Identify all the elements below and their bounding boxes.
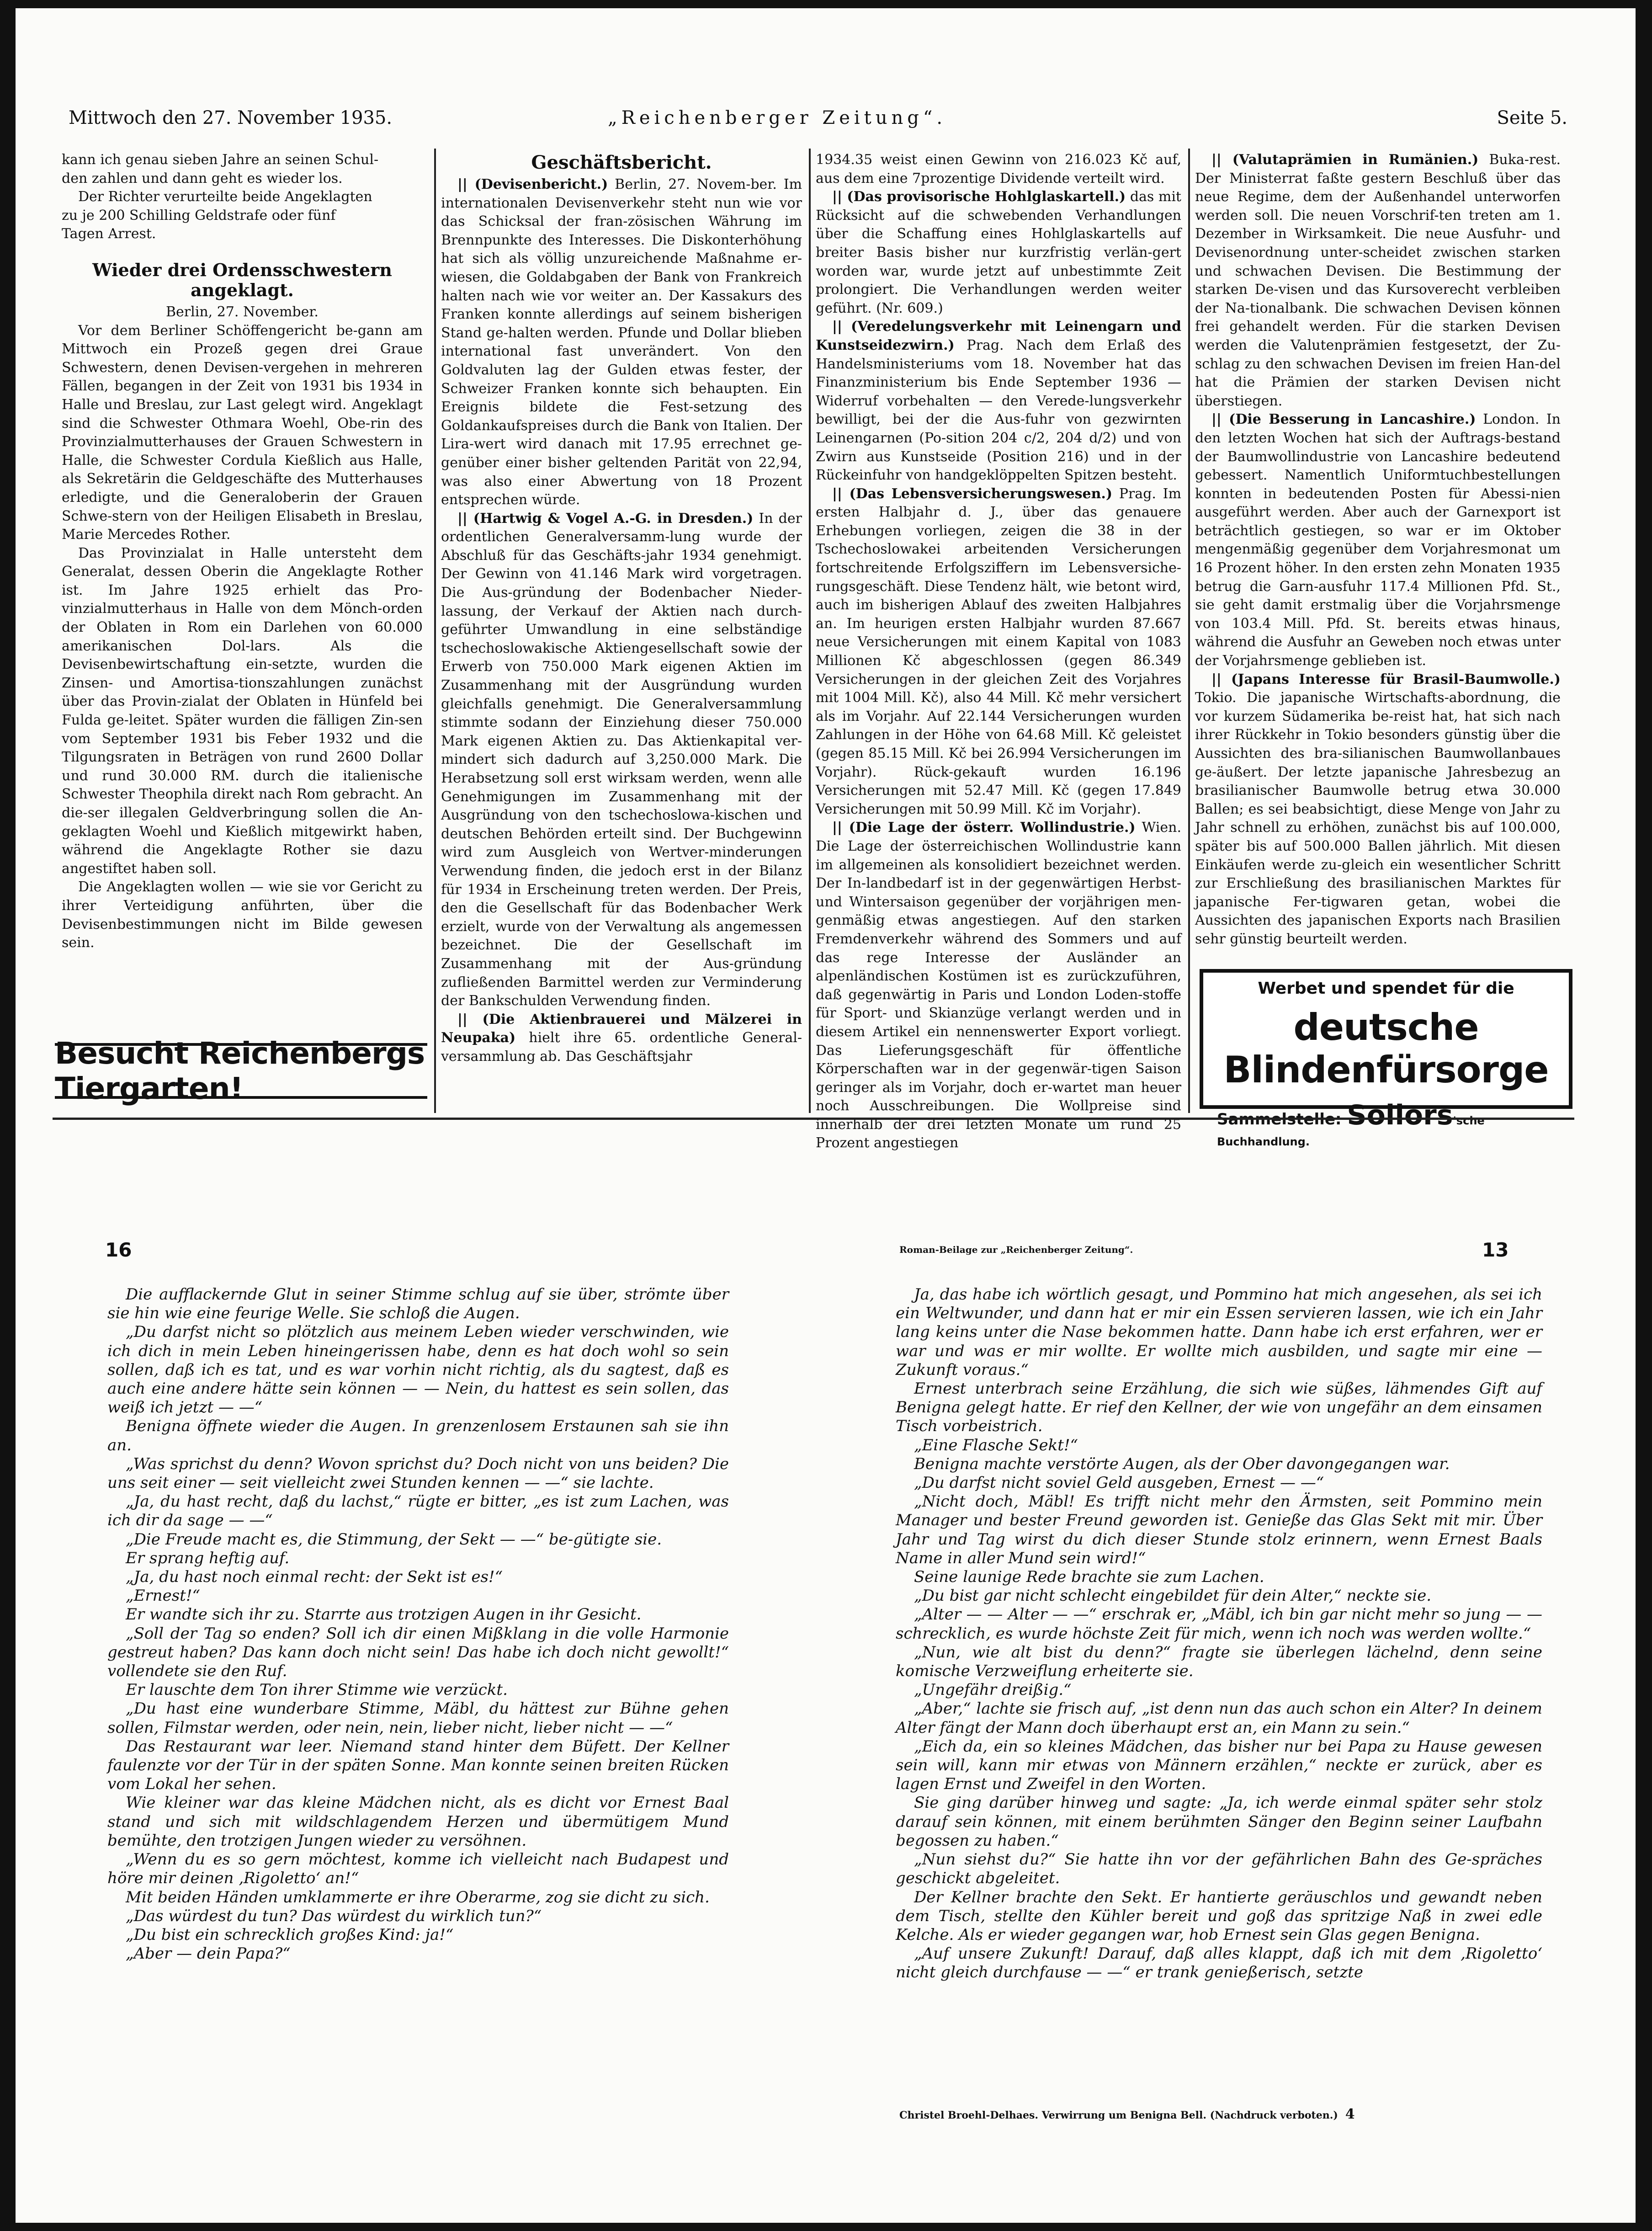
novel-right-page-number: 13 [1482, 1239, 1509, 1261]
article-dateline: Berlin, 27. November. [166, 304, 319, 320]
intro-line: Der Richter verurteilte beide Angeklagten [78, 189, 372, 205]
header-paper-name: „Reichenberger Zeitung“. [608, 107, 947, 128]
novel-paragraph: „Alter — — Alter — —“ erschrak er, „Mäbl, ich bin gar nicht mehr so jung — — schrecklich, es wurde höchste Zeit für mich, wenn ich noch was werden wollte.“ [896, 1605, 1542, 1643]
news-item-head: || (Die Lage der österr. Wollindustrie.) [832, 820, 1136, 836]
news-item [1195, 151, 1561, 410]
news-item-head: || (Veredelungsverkehr mit Leinengarn und Kunstseidezwirn.) [816, 319, 1181, 353]
novel-paragraph: „Das würdest du tun? Das würdest du wirklich tun?“ [126, 1906, 542, 1925]
news-item-head: || (Die Aktienbrauerei und Mälzerei in Neupaka) [441, 1011, 802, 1046]
novel-paragraph: Die aufflackernde Glut in seiner Stimme schlug auf sie über, strömte über sie hin wie eine feurige Welle. Sie schloß die Augen. [107, 1285, 729, 1323]
novel-paragraph: „Ungefähr dreißig.“ [914, 1681, 1072, 1699]
novel-paragraph: „Eine Flasche Sekt!“ [914, 1436, 1078, 1454]
article-paragraph: Die Angeklagten wollen — wie sie vor Gericht zu ihrer Verteidigung anführten, über die Devisenbestimmungen nicht im Bilde gewesen sein. [62, 879, 423, 951]
intro-line: kann ich genau sieben Jahre an seinen Schul- [62, 152, 379, 168]
ad-bookshop-suffix: 'sche Buchhandlung. [1217, 1114, 1485, 1148]
page-bottom-rule [53, 1118, 1574, 1120]
novel-paragraph: „Aber,“ lachte sie frisch auf, „ist denn nun das auch schon ein Alter? In deinem Alter fängt der Mann doch überhaupt erst an, ein Mann zu sein.“ [896, 1699, 1542, 1737]
news-item [441, 1011, 802, 1066]
novel-paragraph: „Du bist gar nicht schlecht eingebildet für dein Alter,“ neckte sie. [914, 1587, 1432, 1605]
novel-paragraph: Er lauschte dem Ton ihrer Stimme wie verzückt. [126, 1681, 508, 1699]
column-3 [816, 151, 1181, 1153]
news-item [816, 485, 1181, 819]
novel-paragraph: „Die Freude macht es, die Stimmung, der Sekt — —“ be-gütigte sie. [126, 1530, 662, 1549]
novel-paragraph: „Nun siehst du?“ Sie hatte ihn vor der gefährlichen Bahn des Ge-spräches geschickt abgeleitet. [896, 1850, 1542, 1888]
blind-welfare-ad [1200, 969, 1572, 1148]
news-item-head: || (Das Lebensversicherungswesen.) [832, 485, 1113, 502]
news-item-head: || (Japans Interesse für Brasil-Baumwolle.) [1211, 671, 1561, 687]
news-item-text: 1934.35 weist einen Gewinn von 216.023 Kč auf, aus dem eine 7prozentige Dividende verteilt wird. [816, 152, 1181, 186]
novel-credit-text: Christel Broehl-Delhaes. Verwirrung um Benigna Bell. (Nachdruck verboten.) [899, 2109, 1338, 2121]
header-date: Mittwoch den 27. November 1935. [69, 107, 393, 128]
ad-line-2: deutsche Blindenfürsorge [1223, 1006, 1549, 1091]
novel-paragraph: Benigna öffnete wieder die Augen. In grenzenlosem Erstaunen sah sie ihn an. [107, 1417, 729, 1454]
novel-paragraph: „Du darfst nicht soviel Geld ausgeben, Ernest — —“ [914, 1474, 1324, 1492]
news-item-head: || (Valutaprämien in Rumänien.) [1211, 152, 1479, 168]
article-paragraph: Vor dem Berliner Schöffengericht be-gann am Mittwoch ein Prozeß gegen drei Graue Schwestern, denen Devisen-vergehen in mehreren Fällen, begangen in der Zeit von 1931 bis 1934 in Halle und Breslau, zur Last gelegt wird. Angeklagt sind die Schwester Othmara Woehl, Obe-rin des Provinzialmutterhauses der Grauen Schwestern in Halle, die Schwester Cordula Kießlich aus Halle, als Sekretärin die Geldgeschäfte des Mutterhauses erledigte, und die Generaloberin der Grauen Schwe-stern von der Heiligen Elisabeth in Breslau, Marie Mercedes Rother. [62, 322, 423, 543]
novel-paragraph: Benigna machte verstörte Augen, als der Ober davongegangen war. [914, 1454, 1450, 1473]
novel-paragraph: Der Kellner brachte den Sekt. Er hantierte geräuschlos und gewandt neben dem Tisch, stellte den Kühler bereit und goß das spritzige Naß in zwei edle Kelche. Als er wieder gegangen war, hob Ernest sein Glas gegen Benigna. [896, 1888, 1542, 1944]
news-item [816, 188, 1181, 318]
news-item [1195, 410, 1561, 670]
ad-line-1: Werbet und spendet für die [1258, 979, 1514, 998]
header-page-number: Seite 5. [1497, 107, 1567, 128]
novel-left-column [107, 1285, 729, 1963]
novel-paragraph: „Aber — dein Papa?“ [126, 1944, 291, 1963]
novel-paragraph: „Ja, du hast noch einmal recht: der Sekt ist es!“ [126, 1568, 503, 1587]
news-item-text: In der ordentlichen Generalversamm-lung wurde der Abschluß für das Geschäfts-jahr 1934 genehmigt. Der Gewinn von 41.146 Mark wird vorgetragen. Die Aus-gründung der Bodenbacher Nieder-lassung, der Verkauf der Aktien nach durch-geführter Umwandlung in eine selbständige tschechoslowakische Aktiengesellschaft sowie der Erwerb von 750.000 Mark eigenen Aktien im Zusammenhang mit der Ausgründung wurden gleichfalls genehmigt. Die Generalversammlung stimmte sodann der Einziehung dieser 750.000 Mark eigenen Aktien zu. Das Aktienkapital ver-mindert sich dadurch auf 3,250.000 Mark. Die Herabsetzung soll erst wirksam werden, wenn alle Genehmigungen im Zusammenhang mit der Ausgründung von den tschechoslowa-kischen und deutschen Behörden erteilt sind. Der Buchgewinn wird zum Ausgleich von Wertver-minderungen Verwendung finden, die jedoch erst in der Bilanz für 1934 in Erscheinung treten werden. Der Preis, den die Gesellschaft für das Bodenbacher Werk erzielt, wurde von der Verwaltung als angemessen bezeichnet. Die der Gesellschaft im Zusammenhang mit der Aus-gründung zufließenden Barmittel werden zur Verminderung der Bankschulden Verwendung finden. [441, 510, 802, 1009]
novel-paragraph: „Du darfst nicht so plötzlich aus meinem Leben wieder verschwinden, wie ich dich in mein Leben hineingerissen habe, denn es hat doch wohl so sein sollen, daß ich es tat, und es war vorhin nicht richtig, als du sagtest, daß es auch eine andere hätte sein können — — Nein, du hattest es sein sollen, das weiß ich jetzt — —“ [107, 1323, 729, 1417]
column-1 [62, 151, 423, 953]
article-headline: Wieder drei Ordensschwestern angeklagt. [92, 259, 392, 300]
news-item-head: || (Hartwig & Vogel A.-G. in Dresden.) [457, 510, 754, 527]
novel-left-page-number: 16 [105, 1239, 132, 1261]
news-item-text: Prag. Nach dem Erlaß des Handelsministeriums vom 18. November hat das Finanzministerium bis Ende September 1936 — Widerruf vorbehalten — den Verede-lungsverkehr bewilligt, bei der die Aus-fuhr von gezwirnten Leinengarnen (Po-sition 204 c/2, 204 d/2) und von Zwirn aus Kunstseide (Position 216) und in der Rückeinfuhr von handgeklöppelten Spitzen besteht. [816, 337, 1181, 484]
news-item-head: || (Das provisorische Hohlglaskartell.) [832, 189, 1126, 205]
news-item-text: London. In den letzten Wochen hat sich der Auftrags-bestand der Baumwollindustrie von Lancashire bedeutend gebessert. Namentlich Uniformtuchbestellungen konnten in bedeutenden Posten für Abessi-nien ausgeführt werden. Aber auch der Garnexport ist beträchtlich gestiegen, so war er im Oktober mengenmäßig gegenüber dem Vorjahresmonat um 16 Prozent höher. In den ersten zehn Monaten 1935 betrug die Garn-ausfuhr 117.4 Millionen Pfd. St., sie geht damit erstmalig über die Vorjahrsmenge von 103.4 Mill. Pfd. St. bereits etwas hinaus, während die Ausfuhr an Geweben noch etwas unter der Vorjahrsmenge geblieben ist. [1195, 411, 1561, 669]
column-divider [1188, 149, 1190, 1113]
novel-paragraph: „Auf unsere Zukunft! Darauf, daß alles klappt, daß ich mit dem ‚Rigoletto‘ nicht gleich durchfause — —“ er trank genießerisch, setzte [896, 1944, 1542, 1982]
news-item-text: Berlin, 27. Novem-ber. Im internationalen Devisenverkehr steht nun wie vor das Schicksal der fran-zösischen Währung im Brennpunkte des Interesses. Die Diskonterhöhung hat sich als völlig unzureichende Maßnahme er-wiesen, die Goldabgaben der Bank von Frankreich halten nach wie vor weiter an. Der Kassakurs des Franken konnte allerdings auf seinem bisherigen Stand ge-halten werden. Pfunde und Dollar blieben international fast unverändert. Von den Goldvaluten lag der Gulden etwas fester, der Schweizer Franken konnte sich behaupten. Ein Ereignis bildete die Fest-setzung des Goldankaufspreises durch die Bank von Italien. Der Lira-wert wird danach mit 17.95 errechnet ge-genüber einer bisher geltenden Parität von 22,94, was also einer Abwertung von 18 Prozent entsprechen würde. [441, 176, 802, 508]
ad-collection-label: Sammelstelle: [1217, 1110, 1342, 1129]
news-item [1195, 671, 1561, 949]
novel-paragraph: Mit beiden Händen umklammerte er ihre Oberarme, zog sie dicht zu sich. [126, 1888, 710, 1906]
novel-right-column [896, 1285, 1542, 1982]
novel-paragraph: Seine launige Rede brachte sie zum Lachen. [914, 1568, 1264, 1587]
novel-paragraph: Er wandte sich ihr zu. Starrte aus trotzigen Augen in ihr Gesicht. [126, 1605, 642, 1624]
page-header [69, 107, 1567, 135]
novel-paragraph: Das Restaurant war leer. Niemand stand hinter dem Büfett. Der Kellner faulenzte vor der Tür in der späten Sonne. Man konnte seinen breiten Rücken vom Lokal her sehen. [107, 1737, 729, 1794]
novel-paragraph: „Ja, du hast recht, daß du lachst,“ rügte er bitter, „es ist zum Lachen, was ich dir da sage — —“ [107, 1492, 729, 1530]
column-2 [441, 151, 802, 1066]
section-headline: Geschäftsbericht. [531, 152, 712, 173]
novel-paragraph: „Wenn du es so gern möchtest, komme ich vielleicht nach Budapest und höre mir deinen ‚Rigoletto‘ an!“ [107, 1850, 729, 1888]
news-item [441, 510, 802, 1011]
news-item [441, 176, 802, 510]
ad-bookshop-name: Sollors [1347, 1099, 1453, 1131]
novel-paragraph: „Ernest!“ [126, 1587, 200, 1605]
novel-credit-line [899, 2106, 1355, 2122]
novel-paragraph: Ja, das habe ich wörtlich gesagt, und Pommino hat mich angesehen, als sei ich ein Weltwunder, und dann hat er mir ein Essen servieren lassen, wie ich ein Jahr lang keins unter die Nase bekommen hatte. Dann habe ich erst erfahren, wer er war und was er mir wollte. Er wollte mich ausbilden, und sagte mir eine — Zukunft voraus.“ [896, 1285, 1542, 1379]
zoo-banner: Besucht Reichenbergs Tiergarten! [55, 1043, 427, 1099]
news-item-text: Wien. Die Lage der österreichischen Wollindustrie kann im allgemeinen als konsolidiert bezeichnet werden. Der In-landbedarf ist in der gegenwärtigen Herbst- und Wintersaison gegenüber der vorjährigen men-genmäßig etwas angestiegen. Auf den starken Fremdenverkehr während des Sommers und auf das rege Interesse der Ausländer an alpenländischen Kostümen ist es zurückzuführen, daß gegenwärtig in Paris und London Loden-stoffe für Sport- und Skianzüge verlangt werden und in diesem Artikel ein nennenswerter Export vorliegt. Das Lieferungsgeschäft für öffentliche Körperschaften war in der gegenwär-tigen Saison geringer als im Vorjahr, doch er-wartet man heuer noch Ausschreibungen. Die Wollpreise sind innerhalb der drei letzten Monate um rund 25 Prozent angestiegen [816, 820, 1181, 1151]
novel-paragraph: Sie ging darüber hinweg und sagte: „Ja, ich werde einmal später sehr stolz darauf sein können, mit einem berühmten Sänger den Beginn seiner Laufbahn begossen zu haben.“ [896, 1794, 1542, 1850]
novel-paragraph: „Nicht doch, Mäbl! Es trifft nicht mehr den Ärmsten, seit Pommino mein Manager und bester Freund geworden ist. Genieße das Glas Sekt mit mir. Über Jahr und Tag wirst du dich dieser Stunde stolz erinnern, wenn Ernest Baals Name in aller Mund sein wird!“ [896, 1492, 1542, 1567]
article-paragraph: Das Provinzialat in Halle untersteht dem Generalat, dessen Oberin die Angeklagte Rother ist. Im Jahre 1925 erhielt das Pro-vinzialmutterhaus in Halle von dem Mönch-orden der Oblaten in Rom ein Darlehen von 60.000 amerikanischen Dol-lars. Als die Devisenbewirtschaftung ein-setzte, wurden die Zinsen- und Amortisa-tionszahlungen zunächst über das Provin-zialat der Oblaten in Hünfeld bei Fulda ge-leitet. Später wurden die fälligen Zin-sen vom September 1931 bis Feber 1932 und die Tilgungsraten in Beträgen von rund 2600 Dollar und rund 30.000 RM. durch die italienische Schwester Theophila direkt nach Rom gebracht. An die-ser illegalen Geldverbringung sollen die An-geklagten Woehl und Kießlich mitgewirkt haben, während die Angeklagte Rother sie dazu angestiftet haben soll. [62, 545, 423, 877]
news-item [816, 819, 1181, 1153]
column-4 [1195, 151, 1561, 949]
news-item-text: Buka-rest. Der Ministerrat faßte gestern Beschluß über das neue Regime, dem der Außenhandel unterworfen werden soll. Die neuen Vorschrif-ten treten am 1. Dezember in Wirksamkeit. Die neue Ausfuhr- und Devisenordnung unter-scheidet zwischen starken und schwachen Devisen. Die Bestimmung der starken De-visen und das Kursoverecht verbleiben der Na-tionalbank. Die schwachen Devisen können frei gehandelt werden. Für die starken Devisen werden die Valutenprämien festgesetzt, der Zu-schlag zu den schwachen Devisen im freien Han-del hat die Prämien der starken Devisen nicht überstiegen. [1195, 152, 1561, 409]
column-divider [434, 149, 436, 1113]
novel-paragraph: Wie kleiner war das kleine Mädchen nicht, als es dicht vor Ernest Baal stand und sich mit wildschlagendem Herzen und übermütigem Mund bemühte, den trotzigen Jungen wieder zu versöhnen. [107, 1794, 729, 1850]
news-item [816, 318, 1181, 485]
novel-paragraph: „Du bist ein schrecklich großes Kind: ja!“ [126, 1925, 454, 1944]
news-item-text: hielt ihre 65. ordentliche General-versammlung ab. Das Geschäftsjahr [441, 1030, 802, 1065]
news-item-text: Tokio. Die japanische Wirtschafts-abordnung, die vor kurzem Südamerika be-reist hat, hat sich nach ihrer Rückkehr in Tokio besonders günstig über die Aussichten des bra-silianischen Baumwollanbaues ge-äußert. Der letzte japanische Jahresbezug an brasilianischer Baumwolle betrug etwa 30.000 Ballen; es sei beabsichtigt, diese Menge von Jahr zu Jahr schnell zu erhöhen, zunächst bis auf 100.000, später bis auf 500.000 Ballen jährlich. Mit diesen Einkäufen werde zu-gleich ein wesentlicher Schritt zur Erschließung des brasilianischen Marktes für japanische Fer-tigwaren getan, wobei die Aussichten des japanischen Exports nach Brasilien sehr günstig beurteilt werden. [1195, 690, 1561, 947]
column-divider [809, 149, 811, 1113]
ad-line-3 [1203, 1099, 1569, 1150]
novel-supplement-title: Roman-Beilage zur „Reichenberger Zeitung“. [899, 1244, 1133, 1255]
novel-paragraph: Er sprang heftig auf. [126, 1549, 290, 1567]
news-item-head: || (Devisenbericht.) [457, 176, 608, 192]
intro-line: Tagen Arrest. [62, 226, 156, 242]
novel-paragraph: „Soll der Tag so enden? Soll ich dir einen Mißklang in die volle Harmonie gestreut haben? Das kann doch nicht sein! Das habe ich doch nicht gewollt!“ vollendete sie den Ruf. [107, 1624, 729, 1681]
novel-paragraph: „Was sprichst du denn? Wovon sprichst du? Doch nicht von uns beiden? Die uns seit einer — seit vielleicht zwei Stunden kennen — —“ sie lachte. [107, 1454, 729, 1492]
novel-paragraph: „Nun, wie alt bist du denn?“ fragte sie überlegen lächelnd, denn seine komische Verzweiflung erheiterte sie. [896, 1643, 1542, 1681]
intro-line: zu je 200 Schilling Geldstrafe oder fünf [62, 207, 336, 224]
novel-paragraph: „Eich da, ein so kleines Mädchen, das bisher nur bei Papa zu Hause gewesen sein will, kann mir etwas von Männern erzählen,“ neckte er zurück, aber es lagen Ernst und Zweifel in den Worten. [896, 1737, 1542, 1794]
news-item-head: || (Die Besserung in Lancashire.) [1211, 411, 1476, 428]
intro-line: den zahlen und dann geht es wieder los. [62, 170, 343, 186]
novel-paragraph: „Du hast eine wunderbare Stimme, Mäbl, du hättest zur Bühne gehen sollen, Filmstar werden, oder nein, nein, lieber nicht, lieber nicht — —“ [107, 1699, 729, 1737]
news-item-text: das mit Rücksicht auf die schwebenden Verhandlungen über die Schaffung eines Hohlglaskartells auf breiter Basis bisher nur kurzfristig verlän-gert worden war, wurde jetzt auf unbestimmte Zeit prolongiert. Die Verhandlungen werden weiter geführt. (Nr. 609.) [816, 189, 1181, 316]
news-item-text: Prag. Im ersten Halbjahr d. J., über das genauere Erhebungen vorliegen, zeigen die 38 in der Tschechoslowakei arbeitenden Versicherungen fortschreitende Erfolgsziffern im Lebensversiche-rungsgeschäft. Diese Tendenz hält, wie betont wird, auch im bisherigen Ablauf des zweiten Halbjahres an. Im heurigen ersten Halbjahr wurden 87.667 neue Versicherungen mit einem Kapital von 1083 Millionen Kč abgeschlossen (gegen 86.349 Versicherungen in der gleichen Zeit des Vorjahres mit 1004 Mill. Kč), also 44 Mill. Kč mehr versichert als im Vorjahr. Auf 22.144 Versicherungen wurden Zahlungen in der Höhe von 64.68 Mill. Kč geleistet (gegen 85.15 Mill. Kč bei 26.994 Versicherungen im Vorjahr). Rück-gekauft wurden 16.196 Versicherungen mit 52.47 Mill. Kč (gegen 17.849 Versicherungen mit 50.99 Mill. Kč im Vorjahr). [816, 485, 1181, 817]
novel-installment-number: 4 [1345, 2106, 1355, 2122]
novel-paragraph: Ernest unterbrach seine Erzählung, die sich wie süßes, lähmendes Gift auf Benigna gelegt hatte. Er rief den Kellner, der wie von ungefähr an dem einsamen Tisch vorbeistrich. [896, 1379, 1542, 1436]
